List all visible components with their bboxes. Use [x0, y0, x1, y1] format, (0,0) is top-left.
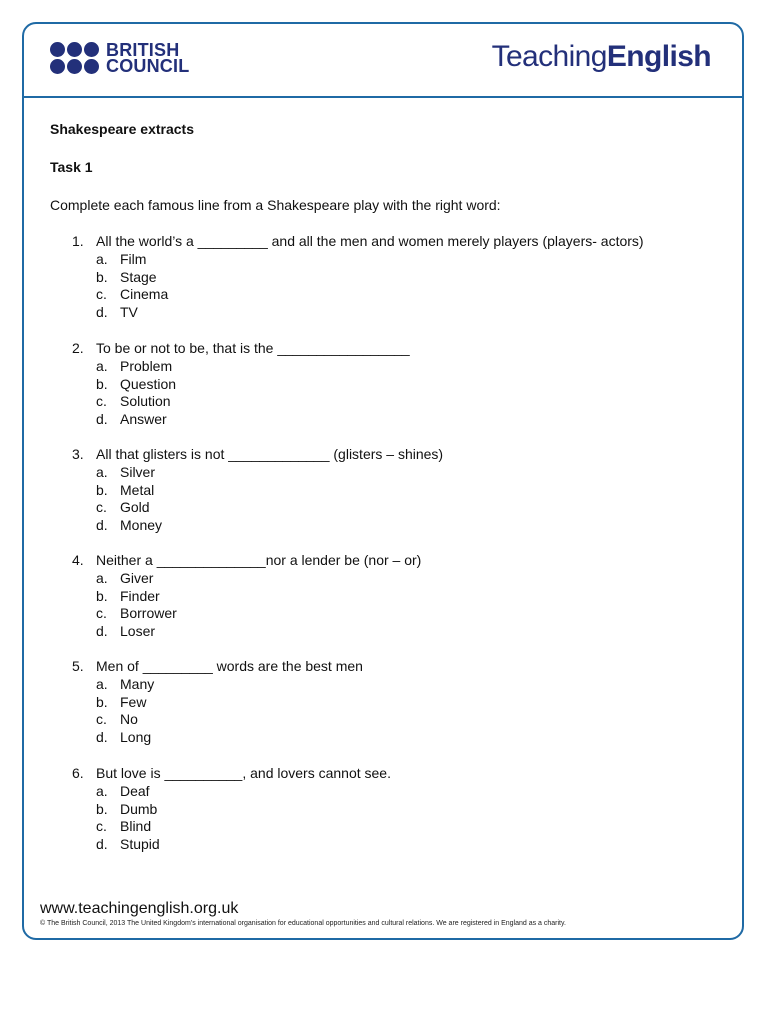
- option-text: Stupid: [120, 836, 160, 853]
- option-text: Loser: [120, 623, 156, 640]
- answer-option: [50, 304, 710, 322]
- teaching-english-logo-light: Teaching: [491, 40, 607, 73]
- option-letter: a.: [96, 570, 108, 586]
- option-letter: c.: [96, 499, 107, 516]
- option-letter: d.: [96, 836, 108, 853]
- option-text: Finder: [120, 587, 160, 604]
- option-text: Metal: [120, 481, 155, 498]
- option-text: Stage: [120, 268, 157, 285]
- answer-option: [50, 358, 710, 376]
- option-text: No: [120, 711, 138, 728]
- task-instruction: Complete each famous line from a Shakespeare play with the right word:: [50, 197, 501, 213]
- option-letter: d.: [96, 304, 108, 321]
- british-council-dots-icon: [50, 42, 99, 74]
- footer-url: www.teachingenglish.org.uk: [40, 900, 239, 917]
- option-letter: d.: [96, 623, 108, 640]
- question-line: [50, 233, 710, 251]
- option-text: Giver: [120, 570, 154, 586]
- option-text: Long: [120, 729, 152, 746]
- question-number: 2.: [72, 340, 84, 356]
- question-line: [50, 765, 710, 783]
- question-text: To be or not to be, that is the _________________: [96, 340, 410, 356]
- option-text: TV: [120, 304, 138, 321]
- option-letter: d.: [96, 411, 108, 428]
- option-text: Film: [120, 251, 147, 267]
- option-letter: a.: [96, 358, 108, 374]
- option-letter: b.: [96, 800, 108, 817]
- question-text: But love is __________, and lovers cannot see.: [96, 765, 391, 781]
- option-letter: c.: [96, 393, 107, 410]
- document-title: Shakespeare extracts: [50, 121, 194, 137]
- option-letter: b.: [96, 375, 108, 392]
- question-text: Neither a ______________nor a lender be (nor – or): [96, 552, 422, 568]
- answer-option: [50, 251, 710, 269]
- option-text: Deaf: [120, 783, 150, 799]
- question-number: 4.: [72, 552, 84, 568]
- option-text: Question: [120, 375, 177, 392]
- option-text: Dumb: [120, 800, 158, 817]
- option-text: Cinema: [120, 286, 169, 303]
- question-number: 5.: [72, 658, 84, 674]
- header-divider: [22, 96, 744, 98]
- answer-option: [50, 818, 710, 836]
- option-letter: b.: [96, 481, 108, 498]
- question-text: All the world’s a _________ and all the men and women merely players (players- actors): [96, 233, 644, 249]
- answer-option: [50, 411, 710, 429]
- answer-option: [50, 623, 710, 641]
- question-item: [50, 658, 710, 747]
- question-number: 6.: [72, 765, 84, 781]
- option-letter: b.: [96, 587, 108, 604]
- answer-option: [50, 517, 710, 535]
- answer-option: [50, 694, 710, 712]
- option-letter: c.: [96, 605, 107, 622]
- option-letter: c.: [96, 818, 107, 835]
- option-letter: c.: [96, 711, 107, 728]
- question-item: [50, 552, 710, 641]
- footer-copyright: © The British Council, 2013 The United Kingdom’s international organisation for educational opportunities and cultural relations. We are registered in England as a charity.: [40, 920, 566, 927]
- option-letter: a.: [96, 676, 108, 692]
- answer-option: [50, 286, 710, 304]
- question-line: [50, 552, 710, 570]
- question-line: [50, 340, 710, 358]
- option-text: Silver: [120, 464, 156, 480]
- question-item: [50, 233, 710, 322]
- answer-option: [50, 482, 710, 500]
- question-item: [50, 446, 710, 535]
- answer-option: [50, 676, 710, 694]
- answer-option: [50, 393, 710, 411]
- option-text: Money: [120, 517, 163, 534]
- answer-option: [50, 570, 710, 588]
- option-letter: a.: [96, 251, 108, 267]
- teaching-english-logo: [492, 40, 711, 74]
- answer-option: [50, 729, 710, 747]
- british-council-logo: [50, 42, 189, 74]
- option-letter: b.: [96, 268, 108, 285]
- option-letter: b.: [96, 693, 108, 710]
- answer-option: [50, 711, 710, 729]
- question-text: Men of _________ words are the best men: [96, 658, 363, 674]
- question-number: 1.: [72, 233, 84, 249]
- option-text: Solution: [120, 393, 171, 410]
- british-council-line1: BRITISH: [106, 40, 180, 60]
- option-text: Problem: [120, 358, 173, 374]
- question-text: All that glisters is not _____________ (glisters – shines): [96, 446, 444, 462]
- answer-option: [50, 588, 710, 606]
- answer-option: [50, 783, 710, 801]
- answer-option: [50, 499, 710, 517]
- answer-option: [50, 269, 710, 287]
- option-letter: c.: [96, 286, 107, 303]
- answer-option: [50, 605, 710, 623]
- task-heading: Task 1: [50, 159, 93, 175]
- question-number: 3.: [72, 446, 84, 462]
- option-letter: a.: [96, 783, 108, 799]
- option-text: Many: [120, 676, 155, 692]
- british-council-wordmark: [106, 42, 189, 74]
- option-text: Answer: [120, 411, 167, 428]
- option-text: Gold: [120, 499, 150, 516]
- option-text: Blind: [120, 818, 152, 835]
- question-item: [50, 340, 710, 429]
- teaching-english-logo-bold: English: [606, 40, 711, 73]
- answer-option: [50, 836, 710, 854]
- question-item: [50, 765, 710, 854]
- british-council-line2: COUNCIL: [106, 56, 190, 76]
- option-text: Few: [120, 693, 147, 710]
- answer-option: [50, 376, 710, 394]
- option-letter: a.: [96, 464, 108, 480]
- option-text: Borrower: [120, 605, 177, 622]
- answer-option: [50, 464, 710, 482]
- question-line: [50, 658, 710, 676]
- answer-option: [50, 801, 710, 819]
- option-letter: d.: [96, 729, 108, 746]
- option-letter: d.: [96, 517, 108, 534]
- question-line: [50, 446, 710, 464]
